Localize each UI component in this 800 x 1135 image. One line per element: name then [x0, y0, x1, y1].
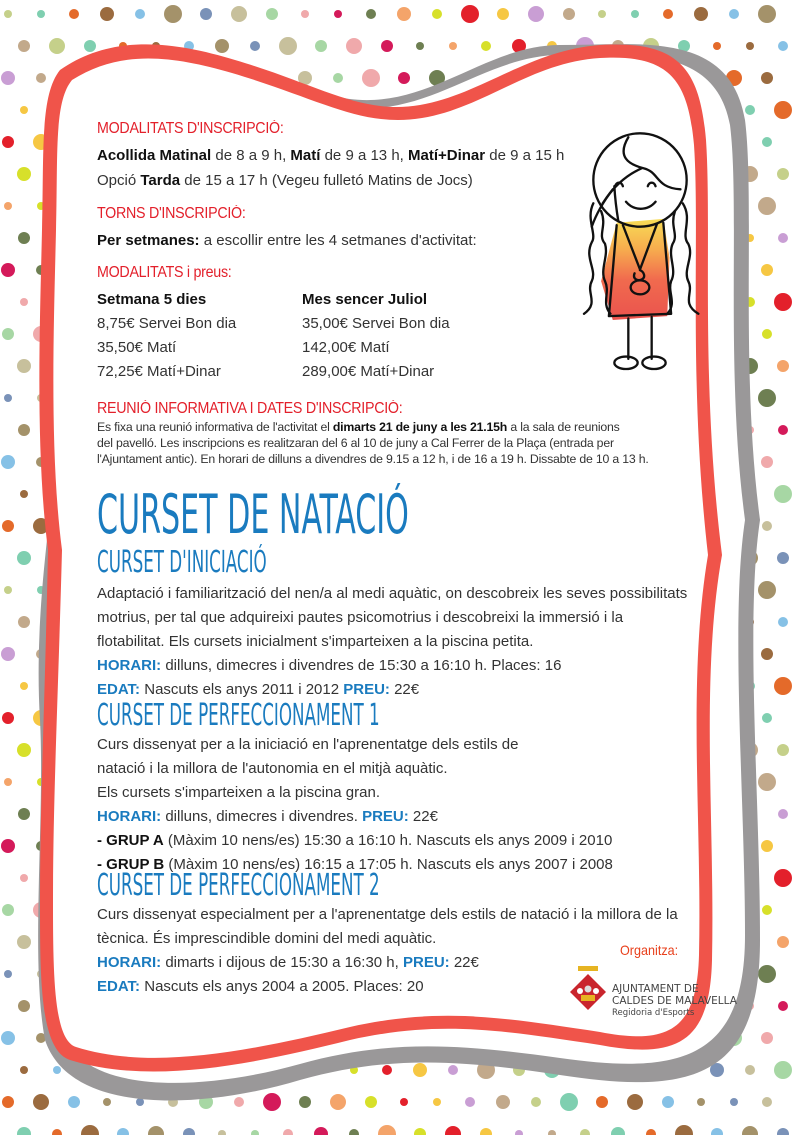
price-column-month	[302, 288, 450, 384]
price-week-item: 8,75€ Servei Bon dia	[97, 315, 237, 332]
torns-line: Per setmanes: a escollir entre les 4 setmanes d'activitat:	[97, 232, 477, 249]
organizer-department: Regidoria d'Esports	[612, 1008, 695, 1018]
heading-modalitats-inscripcio: MODALITATS D'INSCRIPCIÓ:	[97, 120, 284, 137]
organizer-label: Organitza:	[620, 942, 679, 958]
group-a: - GRUP A (Màxim 10 nens/es) 15:30 a 16:10 h. Nascuts els anys 2009 i 2010	[97, 832, 613, 849]
page-title: CURSET DE NATACIÓ	[97, 483, 409, 546]
heading-modalitats-preus: MODALITATS i preus:	[97, 264, 232, 281]
modalitats-line-1: Acollida Matinal de 8 a 9 h, Matí de 9 a 13 h, Matí+Dinar de 9 a 15 h	[97, 147, 565, 164]
course-perfeccionament-2-details: Curs dissenyat especialment per a l'aprenentatge dels estils de natació i la millora de la tècnica. És imprescindible domini del medi aquàtic. HORARI: dimarts i dijous de 15:30 a 16:30 h, PREU: 22€ EDAT: Nascuts els anys 2004 a 2005. Places: 20	[97, 906, 678, 995]
price-month-item: 142,00€ Matí	[302, 339, 390, 356]
group-b: - GRUP B (Màxim 10 nens/es) 16:15 a 17:05 h. Nascuts els anys 2007 i 2008	[97, 856, 613, 873]
price-week-header: Setmana 5 dies	[97, 291, 207, 308]
course-title-perfeccionament-2: CURSET DE PERFECCIONAMENT 2	[97, 868, 380, 903]
heading-torns-inscripcio: TORNS D'INSCRIPCIÓ:	[97, 205, 246, 222]
modalitats-line-2: Opció Tarda de 15 a 17 h (Vegeu fulletó Matins de Jocs)	[97, 172, 473, 189]
course-perfeccionament-1-details: Curs dissenyat per a la iniciació en l'aprenentatge dels estils de natació i la millora de l'autonomia en el mitjà aquàtic. Els cursets s'imparteixen a la piscina gran. HORARI: dilluns, dimecres i divendres. PREU: 22€ - GRUP A (Màxim 10 nens/es) 15:30 a 16:10 h. Nascuts els anys 2009 i 2010 - GRUP B (Màxim 10 nens/es) 16:15 a 17:05 h. Nascuts els anys 2007 i 2008	[97, 733, 613, 877]
price-column-week	[97, 288, 236, 384]
course-title-perfeccionament-1: CURSET DE PERFECCIONAMENT 1	[97, 698, 380, 733]
reunio-paragraph: Es fixa una reunió informativa de l'activitat el dimarts 21 de juny a les 21.15h a la sala de reunions del pavelló. Les inscripcions es realitzaran del 6 al 10 de juny a Cal Ferrer de la Plaça (entrada per l'Ajuntament antic). En horari de dilluns a divendres de 9.15 a 12 h, i de 16 a 19 h. Dissabte de 10 a 13 h.	[97, 420, 649, 466]
course-title-iniciacio: CURSET D'INICIACIÓ	[97, 545, 267, 580]
price-month-item: 289,00€ Matí+Dinar	[302, 363, 435, 380]
price-month-item: 35,00€ Servei Bon dia	[302, 315, 450, 332]
price-month-header: Mes sencer Juliol	[302, 291, 428, 308]
course-iniciacio-details: Adaptació i familiarització del nen/a al medi aquàtic, on descobreix les seves possibilitats motrius, per tal que adquireixi pautes psicomotrius i descobreixi la immersió i la flotabilitat. Els cursets inicialment s'imparteixen a la piscina petita. HORARI: dilluns, dimecres i divendres de 15:30 a 16:10 h. Places: 16 EDAT: Nascuts els anys 2011 i 2012 PREU: 22€	[97, 585, 688, 698]
price-week-item: 35,50€ Matí	[97, 339, 177, 356]
organizer-name-line-1: AJUNTAMENT DE	[612, 983, 699, 995]
price-week-item: 72,25€ Matí+Dinar	[97, 363, 221, 380]
girl-with-braids-illustration	[570, 95, 710, 405]
organizer-name-line-2: CALDES DE MALAVELLA	[612, 995, 737, 1007]
heading-reunio-informativa: REUNIÓ INFORMATIVA I DATES D'INSCRIPCIÓ:	[97, 400, 403, 417]
municipal-crest-icon	[568, 964, 608, 1014]
